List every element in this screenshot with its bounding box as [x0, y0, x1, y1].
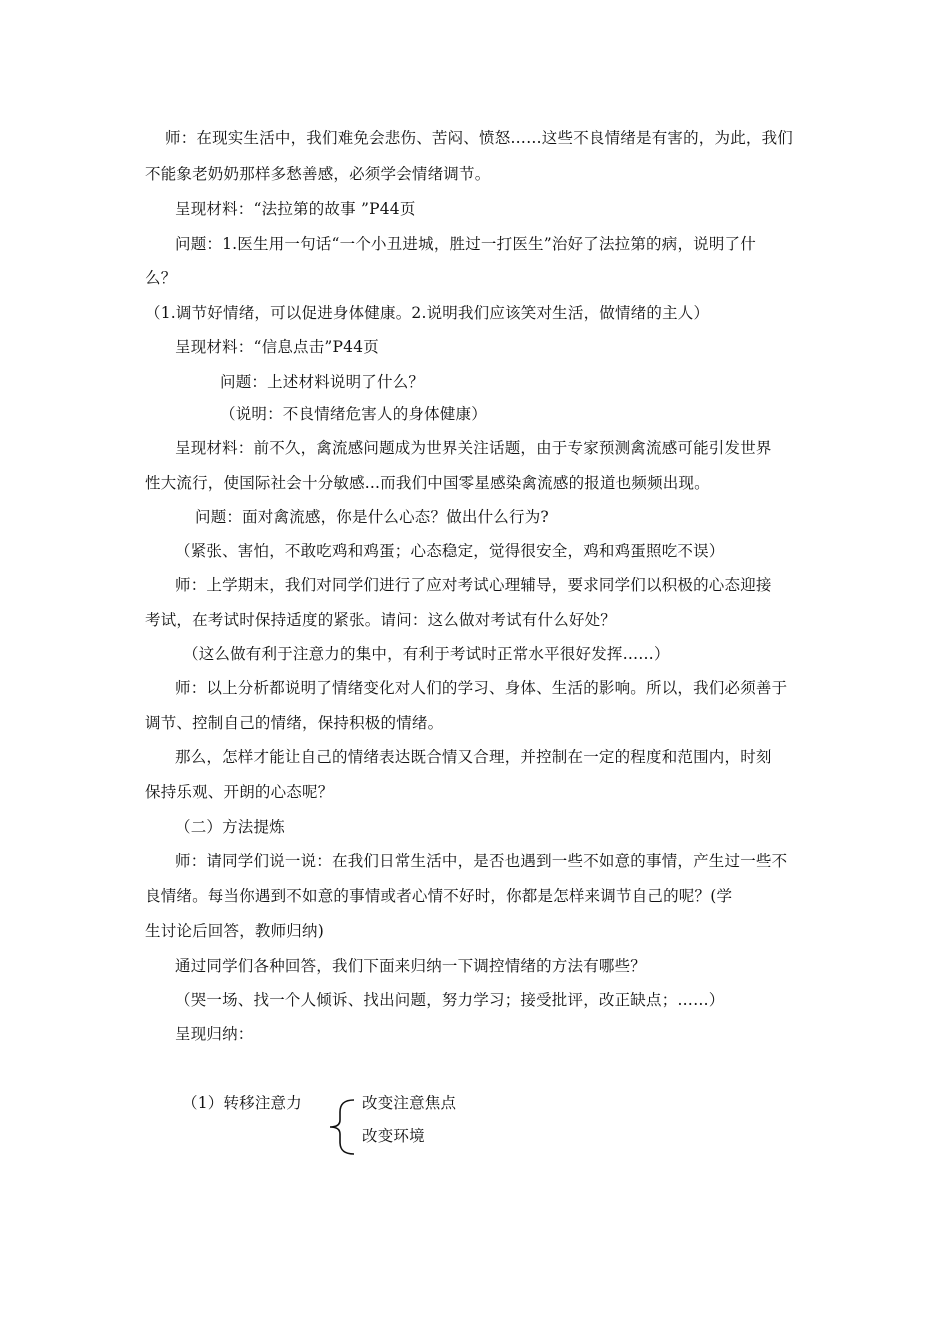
paragraph-line: （哭一场、找一个人倾诉、找出问题，努力学习；接受批评，改正缺点；……）	[175, 991, 725, 1009]
paragraph-line: 呈现材料：前不久，禽流感问题成为世界关注话题，由于专家预测禽流感可能引发世界	[175, 439, 772, 457]
paragraph-line: 通过同学们各种回答，我们下面来归纳一下调控情绪的方法有哪些？	[175, 957, 647, 975]
paragraph-line: 性大流行，使国际社会十分敏感...而我们中国零星感染禽流感的报道也频频出现。	[145, 474, 710, 492]
paragraph-line: 调节、控制自己的情绪，保持积极的情绪。	[145, 714, 444, 732]
paragraph-line: （紧张、害怕，不敢吃鸡和鸡蛋；心态稳定，觉得很安全，鸡和鸡蛋照吃不误）	[175, 542, 725, 560]
paragraph-line: 问题：上述材料说明了什么？	[220, 373, 425, 391]
paragraph-line: 师：上学期末，我们对同学们进行了应对考试心理辅导，要求同学们以积极的心态迎接	[175, 576, 772, 594]
paragraph-line: 不能象老奶奶那样多愁善感，必须学会情绪调节。	[145, 165, 491, 183]
paragraph-line: （这么做有利于注意力的集中，有利于考试时正常水平很好发挥……）	[183, 645, 670, 663]
paragraph-line: 师：在现实生活中，我们难免会悲伤、苦闷、愤怒……这些不良情绪是有害的，为此，我们	[165, 129, 794, 147]
paragraph-line: （说明：不良情绪危害人的身体健康）	[220, 405, 487, 423]
paragraph-line: 师：请同学们说一说：在我们日常生活中，是否也遇到一些不如意的事情，产生过一些不	[175, 852, 788, 870]
paragraph-line: 良情绪。每当你遇到不如意的事情或者心情不好时，你都是怎样来调节自己的呢？(学	[145, 887, 733, 905]
paragraph-line: 呈现材料：“信息点击”P44页	[175, 338, 380, 356]
method-branch: 改变注意焦点	[362, 1094, 457, 1112]
paragraph-line: 生讨论后回答，教师归纳)	[145, 922, 324, 940]
paragraph-line: 么？	[145, 269, 177, 287]
paragraph-line: 那么，怎样才能让自己的情绪表达既合情又合理，并控制在一定的程度和范围内，时刻	[175, 748, 772, 766]
section-heading: （二）方法提炼	[175, 818, 285, 836]
paragraph-line: 师：以上分析都说明了情绪变化对人们的学习、身体、生活的影响。所以，我们必须善于	[175, 679, 788, 697]
paragraph-line: （1.调节好情绪，可以促进身体健康。2.说明我们应该笑对生活，做情绪的主人）	[145, 304, 710, 322]
paragraph-line: 考试，在考试时保持适度的紧张。请问：这么做对考试有什么好处？	[145, 611, 617, 629]
paragraph-line: 呈现材料：“法拉第的故事 ”P44页	[175, 200, 416, 218]
paragraph-line: 呈现归纳：	[175, 1025, 254, 1043]
paragraph-line: 问题：面对禽流感，你是什么心态？做出什么行为?	[195, 508, 549, 526]
method-title: （1）转移注意力	[182, 1094, 302, 1112]
method-branch: 改变环境	[362, 1127, 425, 1145]
curly-brace-icon	[326, 1098, 356, 1156]
paragraph-line: 问题：1.医生用一句话“一个小丑进城，胜过一打医生”治好了法拉第的病，说明了什	[175, 235, 756, 253]
paragraph-line: 保持乐观、开朗的心态呢？	[145, 783, 334, 801]
